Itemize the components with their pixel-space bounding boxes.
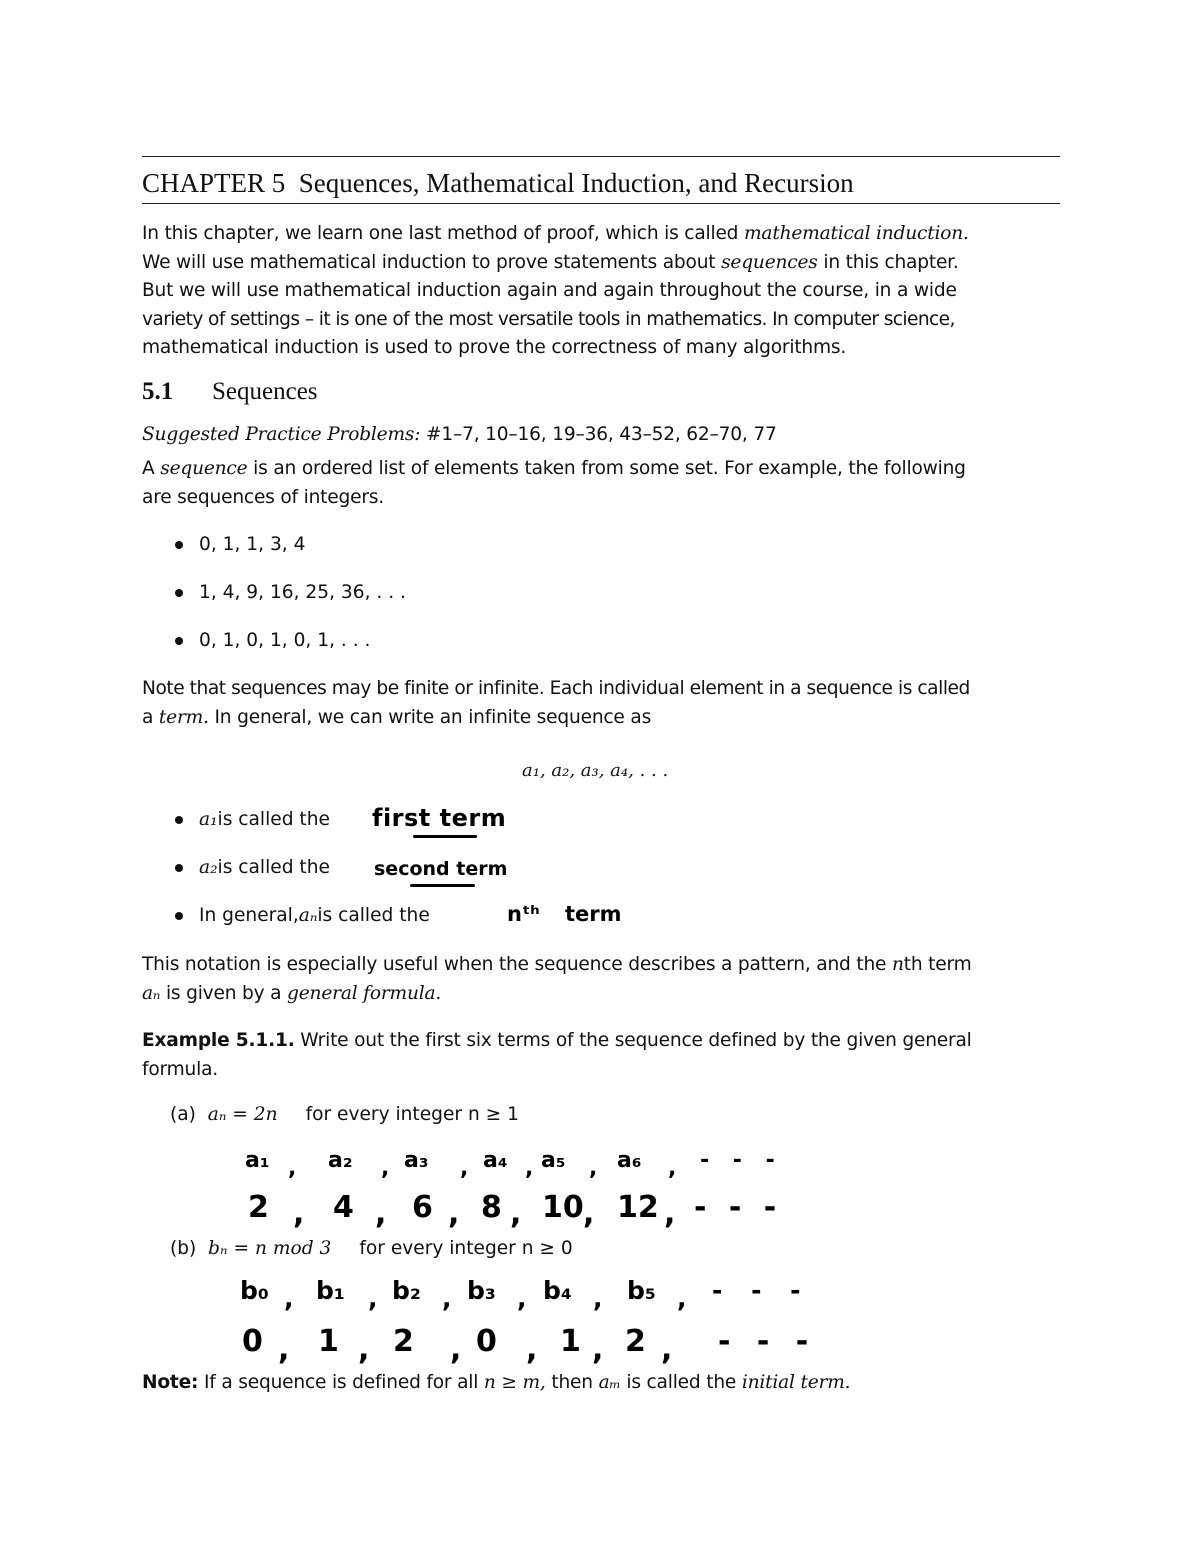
part-a-handwritten-values bbox=[0, 1190, 1200, 1230]
top-rule bbox=[142, 156, 1060, 157]
term-bullet-nth: In general, aₙ is called the bbox=[175, 905, 430, 926]
practice-label: Suggested Practice Problems: bbox=[142, 424, 421, 445]
hand-cell: , bbox=[450, 1332, 462, 1367]
handwritten-second-term: second term bbox=[374, 858, 508, 880]
term-bullet-second: a₂ is called the bbox=[175, 857, 330, 878]
bullet-dot bbox=[175, 816, 183, 824]
hand-cell: , bbox=[517, 1284, 527, 1313]
hand-cell: , bbox=[668, 1156, 677, 1181]
term-bullet-first: a₁ is called the bbox=[175, 809, 330, 830]
hand-cell: b₃ bbox=[467, 1276, 496, 1305]
sequence-definition: A sequence is an ordered list of elements taken from some set. For example, the following are sequences of integers. bbox=[142, 458, 966, 508]
notation-paragraph: This notation is especially useful when the sequence describes a pattern, and the nth term aₙ is given by a general formula. bbox=[142, 954, 972, 1004]
hand-cell: , bbox=[664, 1196, 676, 1231]
hand-cell: 0 bbox=[242, 1324, 263, 1359]
bullet-dot bbox=[175, 864, 183, 872]
hand-cell: , bbox=[293, 1196, 305, 1231]
chapter-prefix: CHAPTER 5 bbox=[142, 168, 286, 198]
handwritten-first-term: first term bbox=[372, 804, 507, 832]
initial-term-note: Note: If a sequence is defined for all n ≥ m, then aₘ is called the initial term. bbox=[142, 1372, 851, 1393]
hand-cell: b₄ bbox=[543, 1276, 572, 1305]
hand-cell: - - - bbox=[700, 1148, 783, 1173]
intro-paragraph bbox=[142, 220, 1060, 363]
hand-cell: a₆ bbox=[617, 1148, 642, 1173]
hand-cell: 1 bbox=[560, 1324, 581, 1359]
section-title: Sequences bbox=[212, 378, 318, 405]
bullet-dot bbox=[175, 589, 183, 597]
hand-cell: 0 bbox=[476, 1324, 497, 1359]
hand-cell: , bbox=[460, 1156, 469, 1181]
hand-cell: - - - bbox=[694, 1190, 783, 1225]
intro-line-1: In this chapter, we learn one last method of proof, which is called mathematical induction. bbox=[142, 223, 969, 244]
chapter-heading bbox=[142, 168, 1060, 199]
chapter-underline bbox=[142, 203, 1060, 204]
hand-cell: , bbox=[583, 1196, 595, 1231]
example-sequence-1: 0, 1, 1, 3, 4 bbox=[175, 534, 305, 555]
terms-paragraph: Note that sequences may be finite or infinite. Each individual element in a sequence is called a term. In general, we can write an infinite sequence as bbox=[142, 678, 970, 728]
example-sequence-3: 0, 1, 0, 1, 0, 1, . . . bbox=[175, 630, 370, 651]
hand-cell: , bbox=[288, 1156, 297, 1181]
section-number: 5.1 bbox=[142, 378, 174, 405]
bullet-dot bbox=[175, 637, 183, 645]
hand-cell: a₃ bbox=[404, 1148, 429, 1173]
hand-cell: 10 bbox=[542, 1190, 584, 1225]
hand-cell: , bbox=[525, 1156, 534, 1181]
example-part-b: (b) bₙ = n mod 3 for every integer n ≥ 0 bbox=[170, 1238, 573, 1259]
hand-cell: - - - bbox=[712, 1276, 811, 1305]
hand-cell: , bbox=[593, 1284, 603, 1313]
hand-cell: a₅ bbox=[541, 1148, 566, 1173]
hand-cell: 1 bbox=[318, 1324, 339, 1359]
hand-cell: b₂ bbox=[392, 1276, 421, 1305]
handwritten-nth-term: nᵗʰ term bbox=[507, 902, 622, 926]
hand-cell: 2 bbox=[393, 1324, 414, 1359]
bullet-dot bbox=[175, 912, 183, 920]
section-heading bbox=[142, 378, 318, 406]
handwritten-underline-1 bbox=[413, 835, 477, 838]
example-sequence-2: 1, 4, 9, 16, 25, 36, . . . bbox=[175, 582, 406, 603]
intro-line-5: mathematical induction is used to prove the correctness of many algorithms. bbox=[142, 337, 847, 359]
example-statement: Example 5.1.1. Write out the first six terms of the sequence defined by the given general formula. bbox=[142, 1030, 972, 1080]
hand-cell: a₂ bbox=[328, 1148, 353, 1173]
hand-cell: , bbox=[448, 1196, 460, 1231]
note-label: Note: bbox=[142, 1372, 199, 1393]
hand-cell: 6 bbox=[412, 1190, 433, 1225]
hand-cell: , bbox=[284, 1284, 294, 1313]
hand-cell: , bbox=[375, 1196, 387, 1231]
hand-cell: , bbox=[278, 1332, 290, 1367]
bullet-dot bbox=[175, 541, 183, 549]
part-b-handwritten-terms bbox=[0, 1276, 1200, 1316]
hand-cell: , bbox=[592, 1332, 604, 1367]
hand-cell: b₅ bbox=[627, 1276, 656, 1305]
hand-cell: , bbox=[381, 1156, 390, 1181]
chapter-title: Sequences, Mathematical Induction, and Recursion bbox=[298, 168, 854, 198]
intro-line-4: variety of settings – it is one of the most versatile tools in mathematics. In computer science, bbox=[142, 308, 955, 330]
hand-cell: , bbox=[358, 1332, 370, 1367]
hand-cell: a₁ bbox=[245, 1148, 270, 1173]
intro-line-2: We will use mathematical induction to prove statements about sequences in this chapter. bbox=[142, 251, 959, 273]
hand-cell: , bbox=[510, 1196, 522, 1231]
hand-cell: 12 bbox=[617, 1190, 659, 1225]
practice-problems bbox=[142, 421, 1060, 450]
part-a-handwritten-terms bbox=[0, 1148, 1200, 1188]
term-word: term. bbox=[158, 706, 209, 728]
hand-cell: , bbox=[526, 1332, 538, 1367]
hand-cell: , bbox=[677, 1284, 687, 1313]
display-formula: a₁, a₂, a₃, a₄, . . . bbox=[522, 760, 669, 781]
hand-cell: b₀ bbox=[240, 1276, 269, 1305]
practice-list: #1–7, 10–16, 19–36, 43–52, 62–70, 77 bbox=[426, 424, 777, 445]
hand-cell: , bbox=[661, 1332, 673, 1367]
hand-cell: , bbox=[368, 1284, 378, 1313]
hand-cell: - - - bbox=[718, 1324, 817, 1359]
sequence-term: sequence bbox=[160, 458, 248, 479]
example-part-a: (a) aₙ = 2n for every integer n ≥ 1 bbox=[170, 1104, 519, 1125]
hand-cell: , bbox=[589, 1156, 598, 1181]
hand-cell: 4 bbox=[333, 1190, 354, 1225]
hand-cell: 2 bbox=[248, 1190, 269, 1225]
hand-cell: a₄ bbox=[483, 1148, 508, 1173]
example-label: Example 5.1.1. bbox=[142, 1030, 295, 1051]
handwritten-underline-2 bbox=[410, 884, 475, 887]
part-b-handwritten-values bbox=[0, 1324, 1200, 1367]
intro-line-3: But we will use mathematical induction again and again throughout the course, in a wide bbox=[142, 280, 957, 302]
hand-cell: , bbox=[442, 1284, 452, 1313]
hand-cell: 2 bbox=[625, 1324, 646, 1359]
hand-cell: b₁ bbox=[316, 1276, 345, 1305]
hand-cell: 8 bbox=[481, 1190, 502, 1225]
